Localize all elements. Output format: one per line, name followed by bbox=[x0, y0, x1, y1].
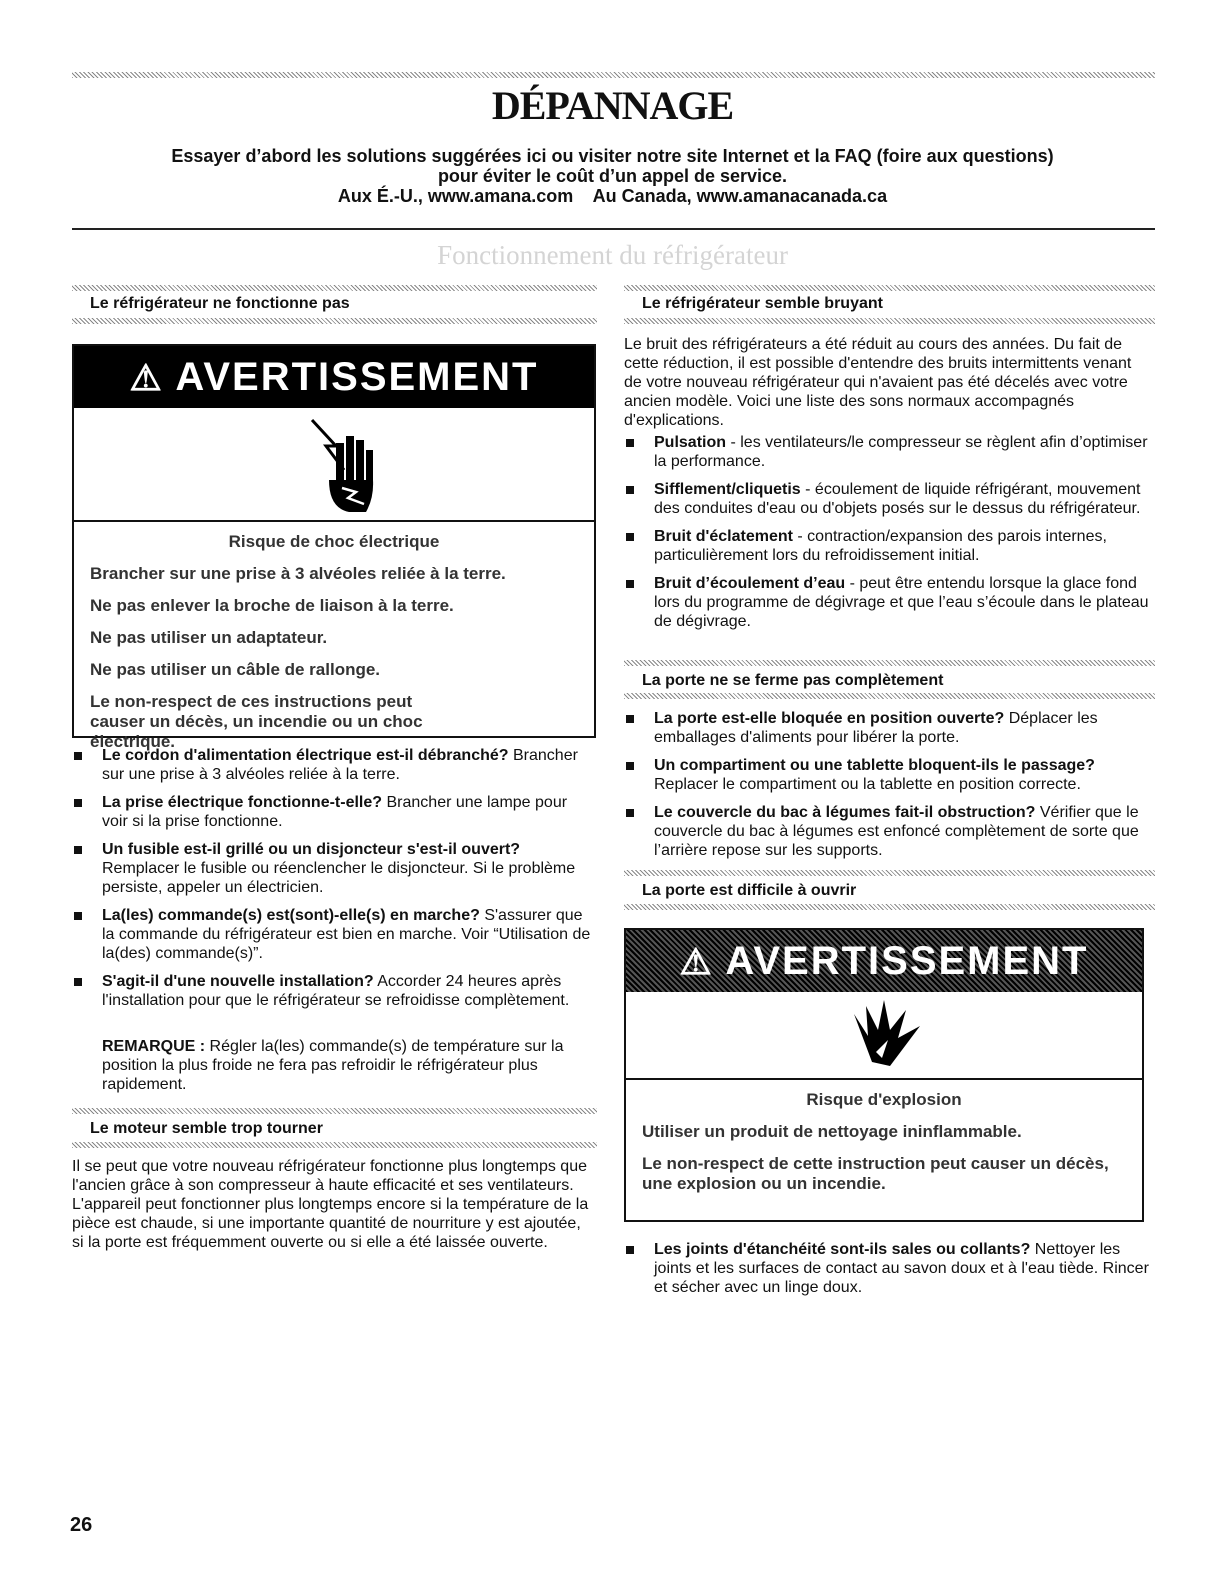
warning-risk-line: Risque de choc électrique bbox=[228, 532, 440, 551]
intro-line-1: Essayer d’abord les solutions suggérées ici ou visiter notre site Internet et la FAQ (foire aux questions) bbox=[171, 146, 1054, 166]
electric-shock-warning bbox=[72, 344, 596, 751]
list-item: Sifflement/cliquetis - écoulement de liquide réfrigérant, mouvement des conduites d'eau ou d'objets posés sur le dessus du réfrigérateur. bbox=[624, 480, 1149, 518]
right-bullet-list-1 bbox=[624, 433, 1149, 640]
page-number: 26 bbox=[70, 1514, 93, 1536]
warning-line: Le non-respect de ces instructions peut causer un décès, un incendie ou un choc électrique. bbox=[90, 692, 423, 751]
right-sub2-top-rule bbox=[624, 660, 1155, 666]
left-sub2-top-rule bbox=[72, 1108, 597, 1114]
list-item: Un compartiment ou une tablette bloquent-ils le passage? Replacer le compartiment ou la tablette en position correcte. bbox=[624, 756, 1149, 794]
left-sub1-bottom-rule bbox=[72, 318, 597, 324]
explosion-warning bbox=[624, 928, 1144, 1222]
right-sub3-bottom-rule bbox=[624, 904, 1155, 910]
list-item: S'agit-il d'une nouvelle installation? Accorder 24 heures après l'installation pour que le réfrigérateur se refroidisse complètement. bbox=[72, 972, 592, 1010]
right-bullet-list-3 bbox=[624, 1240, 1149, 1306]
list-item: Un fusible est-il grillé ou un disjoncteur s'est-il ouvert? Remplacer le fusible ou réenclencher le disjoncteur. Si le problème persiste, appeler un électricien. bbox=[72, 840, 592, 897]
list-item: Bruit d’écoulement d’eau - peut être entendu lorsque la glace fond lors du programme de dégivrage et que l’eau s’écoule dans le plateau de dégivrage. bbox=[624, 574, 1149, 631]
warning-line: Ne pas enlever la broche de liaison à la terre. bbox=[90, 596, 454, 615]
left-sub1-top-rule bbox=[72, 285, 597, 291]
right-bullet-list-2 bbox=[624, 709, 1149, 869]
right-sub1-top-rule bbox=[624, 285, 1155, 291]
right-sub1-bottom-rule bbox=[624, 318, 1155, 324]
warning-line: Brancher sur une prise à 3 alvéoles reliée à la terre. bbox=[90, 564, 506, 583]
intro-line-3: Aux É.-U., www.amana.com Au Canada, www.amanacanada.ca bbox=[337, 186, 888, 206]
left-bullet-list bbox=[72, 746, 592, 1019]
warning-line: Ne pas utiliser un câble de rallonge. bbox=[90, 660, 381, 679]
list-item: Bruit d'éclatement - contraction/expansion des parois internes, particulièrement lors du refroidissement initial. bbox=[624, 527, 1149, 565]
list-item: Pulsation - les ventilateurs/le compresseur se règlent afin d’optimiser la performance. bbox=[624, 433, 1149, 471]
section-rule bbox=[72, 228, 1155, 230]
warning-text bbox=[626, 1080, 1142, 1212]
list-item: Le couvercle du bac à légumes fait-il obstruction? Vérifier que le couvercle du bac à légumes est enfoncé complètement de sorte que l’arrière repose sur les supports. bbox=[624, 803, 1149, 860]
shock-icon-area bbox=[74, 408, 594, 522]
warning-line: Le non-respect de cette instruction peut causer un décès, une explosion ou un incendie. bbox=[642, 1154, 1109, 1193]
list-item: Le cordon d'alimentation électrique est-il débranché? Brancher sur une prise à 3 alvéoles reliée à la terre. bbox=[72, 746, 592, 784]
list-item: Les joints d'étanchéité sont-ils sales ou collants? Nettoyer les joints et les surfaces de contact au savon doux et à l'eau tiède. Rincer et sécher avec un linge doux. bbox=[624, 1240, 1149, 1297]
explosion-icon bbox=[626, 992, 1142, 1078]
warning-text bbox=[74, 522, 594, 770]
explosion-icon-area bbox=[626, 992, 1142, 1080]
warning-line: Utiliser un produit de nettoyage ininflammable. bbox=[642, 1122, 1022, 1141]
warning-triangle-icon: ⚠ bbox=[679, 941, 714, 982]
warning-risk-line: Risque d'explosion bbox=[806, 1090, 962, 1109]
warning-line: Ne pas utiliser un adaptateur. bbox=[90, 628, 328, 647]
remarque-note: REMARQUE : Régler la(les) commande(s) de température sur la position la plus froide ne fera pas refroidir le réfrigérateur plus rapidement. bbox=[102, 1038, 564, 1093]
list-item: La(les) commande(s) est(sont)-elle(s) en marche? S'assurer que la commande du réfrigérateur est bien en marche. Voir “Utilisation de la(des) commande(s)”. bbox=[72, 906, 592, 963]
right-sub3-top-rule bbox=[624, 870, 1155, 876]
warning-title: ⚠ AVERTISSEMENT bbox=[74, 346, 594, 408]
list-item: La prise électrique fonctionne-t-elle? Brancher une lampe pour voir si la prise fonctionne. bbox=[72, 793, 592, 831]
warning-title: ⚠ AVERTISSEMENT bbox=[626, 930, 1142, 992]
intro-line-2: pour éviter le coût d’un appel de service. bbox=[437, 166, 788, 186]
section-heading: Fonctionnement du réfrigérateur bbox=[437, 240, 788, 270]
right-subheading-3: La porte est difficile à ouvrir bbox=[642, 882, 857, 899]
right-subheading-2: La porte ne se ferme pas complètement bbox=[642, 672, 944, 689]
top-hatched-rule bbox=[72, 72, 1155, 78]
right-sub2-bottom-rule bbox=[624, 693, 1155, 699]
right-paragraph-1: Le bruit des réfrigérateurs a été réduit au cours des années. Du fait de cette réduction, il est possible d'entendre des bruits intermittents venant de votre nouveau réfrigérateur qui n'avaient pas été décelés avec votre ancien modèle. Voici une liste des sons normaux accompagnés d'explications. bbox=[624, 336, 1132, 429]
left-subheading-2: Le moteur semble trop tourner bbox=[90, 1120, 323, 1137]
electric-shock-hand-icon bbox=[74, 408, 594, 518]
left-paragraph-2: Il se peut que votre nouveau réfrigérateur fonctionne plus longtemps que l'ancien grâce à son compresseur à haute efficacité et ses ventilateurs. L'appareil peut fonctionner plus longtemps encore si la température de la pièce est chaude, si une importante quantité de nourriture y est ajoutée, si la porte est fréquemment ouverte ou si elle a été laissée ouverte. bbox=[72, 1158, 589, 1251]
page-title: DÉPANNAGE bbox=[491, 83, 734, 128]
left-sub2-bottom-rule bbox=[72, 1142, 597, 1148]
list-item: La porte est-elle bloquée en position ouverte? Déplacer les emballages d'aliments pour libérer la porte. bbox=[624, 709, 1149, 747]
warning-triangle-icon: ⚠ bbox=[129, 357, 164, 398]
left-subheading-1: Le réfrigérateur ne fonctionne pas bbox=[90, 295, 350, 312]
right-subheading-1: Le réfrigérateur semble bruyant bbox=[642, 295, 883, 312]
